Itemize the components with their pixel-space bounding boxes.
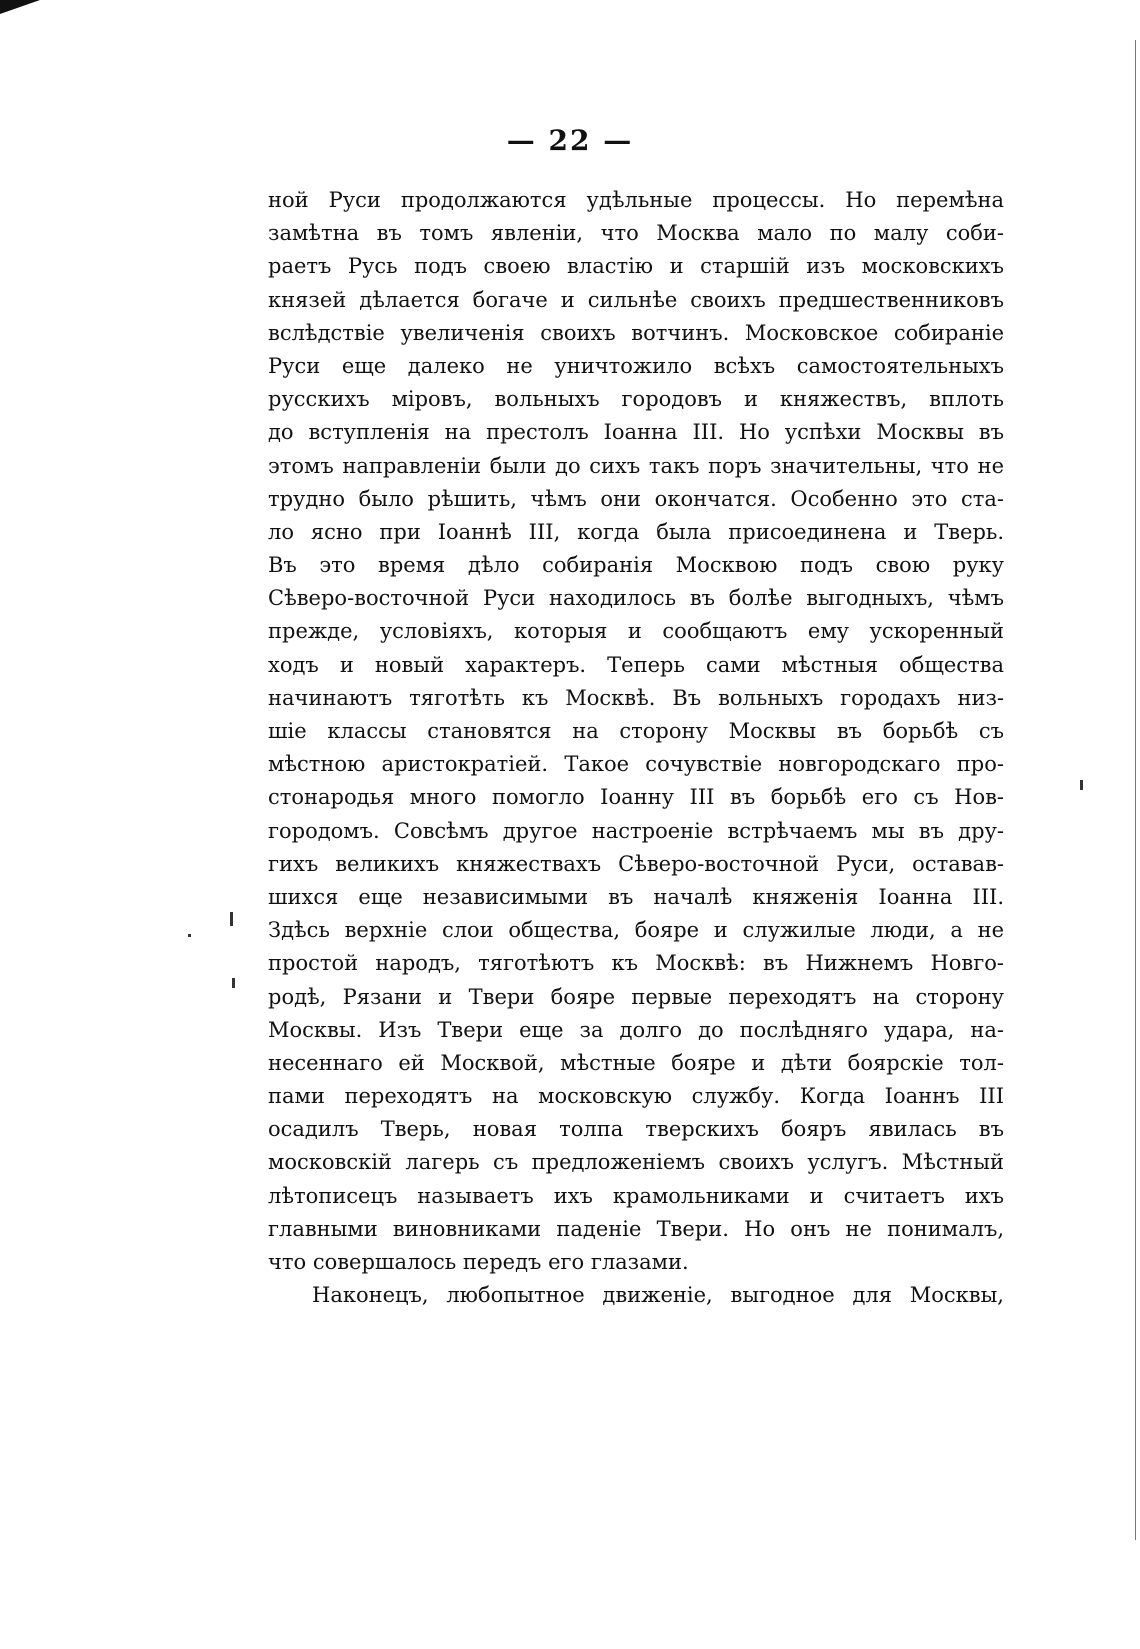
text-line: что совершалось передъ его глазами. [268, 1250, 689, 1274]
text-line: гихъ великихъ княжествахъ Сѣверо-восточной Руси, оставав- [268, 851, 1004, 876]
text-line: прежде, условіяхъ, которыя и сообщаютъ ему ускоренный [268, 619, 1004, 644]
text-line: стонародья много помогло Іоанну III въ борьбѣ его съ Нов- [268, 785, 1004, 810]
text-line: Наконецъ, любопытное движеніе, выгодное для Москвы, [312, 1283, 1004, 1308]
text-line: замѣтна въ томъ явленіи, что Москва мало по малу соби- [268, 221, 1004, 246]
margin-speck [1080, 780, 1083, 790]
text-line: начинаютъ тяготѣть къ Москвѣ. Въ вольныхъ городахъ низ- [268, 685, 1004, 710]
text-line: лѣтописецъ называетъ ихъ крамольниками и считаетъ ихъ [268, 1183, 1004, 1208]
text-line: ной Руси продолжаются удѣльные процессы. Но перемѣна [268, 188, 1004, 212]
text-line: московскій лагерь съ предложеніемъ своихъ услугъ. Мѣстный [268, 1150, 1004, 1175]
text-line: Сѣверо-восточной Руси находилось въ болѣе выгодныхъ, чѣмъ [268, 586, 1004, 611]
text-line: Руси еще далеко не уничтожило всѣхъ самостоятельныхъ [268, 353, 1004, 378]
text-line: князей дѣлается богаче и сильнѣе своихъ предшественниковъ [268, 287, 1004, 312]
text-line: до вступленія на престолъ Іоанна III. Но успѣхи Москвы въ [268, 420, 1004, 445]
text-line: мѣстною аристократіей. Такое сочувствіе новгородскаго про- [268, 752, 1004, 777]
scan-edge-line [1135, 40, 1136, 1540]
text-line: ходъ и новый характеръ. Теперь сами мѣстныя общества [268, 652, 1004, 677]
text-line: главными виновниками паденіе Твери. Но онъ не понималъ, [268, 1216, 1004, 1241]
text-line: этомъ направленіи были до сихъ такъ поръ значительны, что не [268, 453, 1004, 478]
text-line: городомъ. Совсѣмъ другое настроеніе встрѣчаемъ мы въ дру- [268, 818, 1004, 843]
text-line: несеннаго ей Москвой, мѣстные бояре и дѣти боярскіе тол- [268, 1050, 1004, 1075]
text-line: простой народъ, тяготѣютъ къ Москвѣ: въ Нижнемъ Новго- [268, 951, 1004, 976]
text-line: шіе классы становятся на сторону Москвы въ борьбѣ съ [268, 719, 1004, 743]
text-line: ло ясно при Іоаннѣ III, когда была присоединена и Тверь. [268, 519, 1004, 544]
text-line: раетъ Русь подъ своею властію и старшій изъ московскихъ [268, 254, 1004, 279]
body-text [268, 184, 1004, 1312]
text-line: пами переходятъ на московскую службу. Когда Іоаннъ III [268, 1084, 1004, 1109]
margin-speck [232, 978, 235, 988]
text-line: вслѣдствіе увеличенія своихъ вотчинъ. Московское собираніе [268, 320, 1004, 345]
text-line: Въ это время дѣло собиранія Москвою подъ свою руку [268, 553, 1004, 578]
text-line: родѣ, Рязани и Твери бояре первые переходятъ на сторону [268, 984, 1004, 1009]
scan-corner-mark [0, 0, 40, 14]
text-line: русскихъ міровъ, вольныхъ городовъ и княжествъ, вплоть [268, 387, 1004, 412]
text-line: Москвы. Изъ Твери еще за долго до послѣдняго удара, на- [268, 1017, 1004, 1042]
margin-speck [230, 912, 233, 926]
page-number: — 22 — [506, 124, 634, 157]
text-line: Здѣсь верхніе слои общества, бояре и служилые люди, а не [268, 918, 1004, 943]
text-line: шихся еще независимыми въ началѣ княженія Іоанна III. [268, 884, 1004, 909]
text-line: осадилъ Тверь, новая толпа тверскихъ бояръ явилась въ [268, 1117, 1004, 1142]
text-line: трудно было рѣшить, чѣмъ они окончатся. Особенно это ста- [268, 486, 1004, 511]
margin-speck [188, 934, 191, 937]
